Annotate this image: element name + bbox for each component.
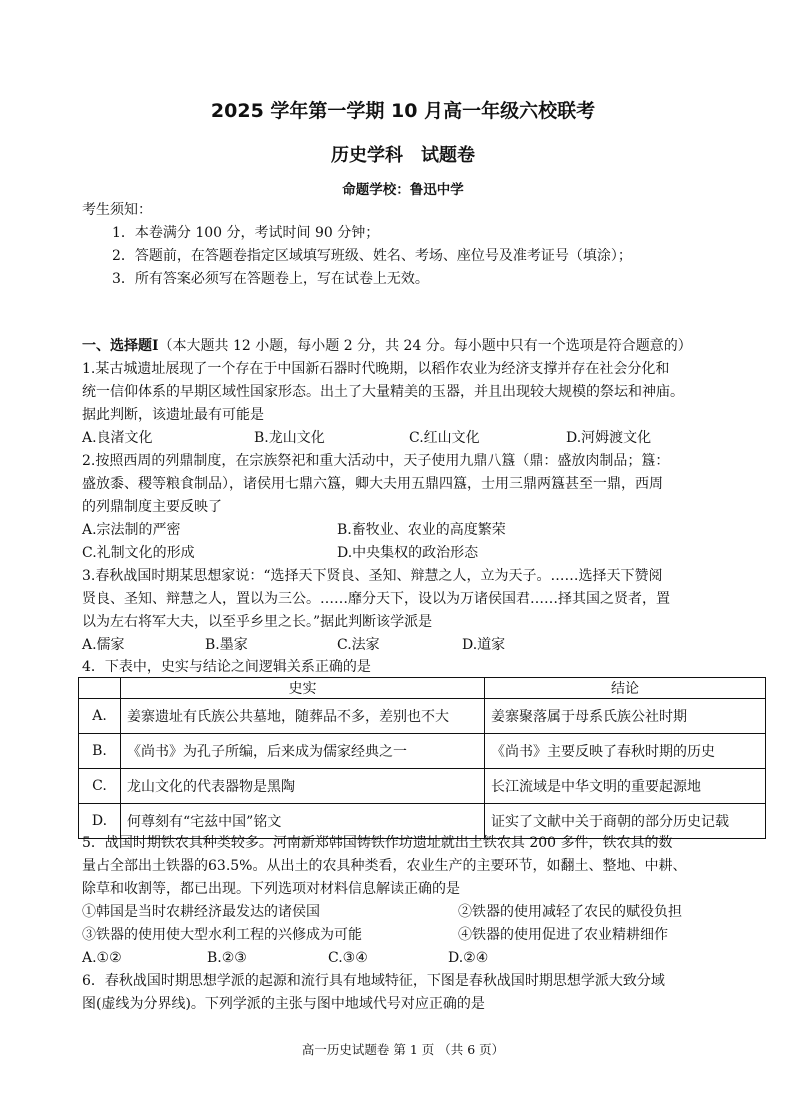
question-4-table (78, 677, 766, 839)
question-5-option-b: B.②③ (207, 950, 247, 966)
question-2-option-c: C.礼制文化的形成 (82, 545, 195, 561)
question-5-statement-3: ③铁器的使用使大型水利工程的兴修成为可能 (82, 927, 362, 943)
row-fact: 姜寨遗址有氏族公共墓地，随葬品不多，差别也不大 (121, 699, 485, 734)
question-2-line: 2.按照西周的列鼎制度，在宗族祭祀和重大活动中，天子使用九鼎八簋（鼎：盛放肉制品；簋： (82, 453, 670, 469)
table-header-row (79, 678, 766, 699)
table-row (79, 769, 766, 804)
section-note: （本大题共 12 小题，每小题 2 分，共 24 分。每小题中只有一个选项是符合题意的） (158, 338, 692, 354)
notice-heading: 考生须知： (82, 202, 152, 218)
notice-item: 2．答题前，在答题卷指定区域填写班级、姓名、考场、座位号及准考证号（填涂）； (112, 248, 632, 264)
question-2-line: 盛放黍、稷等粮食制品），诸侯用七鼎六簋，卿大夫用五鼎四簋，士用三鼎两簋甚至一鼎，西周 (82, 476, 663, 492)
setter-school: 命题学校：鲁迅中学 (342, 182, 464, 198)
question-4-stem: 4．下表中，史实与结论之间逻辑关系正确的是 (82, 659, 371, 675)
row-label: D. (79, 804, 121, 839)
row-conclusion: 《尚书》主要反映了春秋时期的历史 (485, 734, 766, 769)
question-2-line: 的列鼎制度主要反映了 (82, 499, 222, 515)
question-5-statement-4: ④铁器的使用促进了农业精耕细作 (458, 927, 668, 943)
question-2-option-a: A.宗法制的严密 (82, 522, 181, 538)
row-fact: 何尊刻有“宅兹中国”铭文 (121, 804, 485, 839)
notice-item: 1．本卷满分 100 分，考试时间 90 分钟； (112, 225, 380, 241)
row-label: B. (79, 734, 121, 769)
question-5-line: 量占全部出土铁器的63.5%。从出土的农具种类看，农业生产的主要环节，如翻土、整地、中耕、 (82, 858, 687, 874)
table-header-fact: 史实 (121, 678, 485, 699)
question-5-option-a: A.①② (82, 950, 122, 966)
question-1-option-c: C.红山文化 (409, 430, 480, 446)
question-5-statement-2: ②铁器的使用减轻了农民的赋役负担 (458, 904, 682, 920)
question-3-option-d: D.道家 (462, 637, 506, 653)
exam-title: 2025 学年第一学期 10 月高一年级六校联考 (210, 100, 596, 122)
row-label: C. (79, 769, 121, 804)
question-2-option-b: B.畜牧业、农业的高度繁荣 (337, 522, 506, 538)
row-fact: 《尚书》为孔子所编，后来成为儒家经典之一 (121, 734, 485, 769)
question-1-option-a: A.良渚文化 (82, 430, 153, 446)
table-row (79, 734, 766, 769)
row-conclusion: 证实了文献中关于商朝的部分历史记载 (485, 804, 766, 839)
row-conclusion: 长江流域是中华文明的重要起源地 (485, 769, 766, 804)
subject-title: 历史学科 试题卷 (331, 145, 475, 166)
table-row (79, 699, 766, 734)
question-1-option-d: D.河姆渡文化 (566, 430, 652, 446)
question-5-statement-1: ①韩国是当时农耕经济最发达的诸侯国 (82, 904, 320, 920)
section-heading (82, 335, 692, 357)
question-3-line: 3.春秋战国时期某思想家说：“选择天下贤良、圣知、辩慧之人，立为天子。……选择天下赞阅 (82, 568, 663, 584)
question-3-line: 贤良、圣知、辩慧之人，置以为三公。……靡分天下，设以为万诸侯国君……择其国之贤者，置 (82, 591, 670, 607)
question-1-line: 统一信仰体系的早期区域性国家形态。出土了大量精美的玉器，并且出现较大规模的祭坛和神庙。 (82, 384, 684, 400)
question-3-option-b: B.墨家 (205, 637, 248, 653)
question-6-line: 图(虚线为分界线)。下列学派的主张与图中地域代号对应正确的是 (82, 996, 485, 1012)
question-5-line: 除草和收割等，都已出现。下列选项对材料信息解读正确的是 (82, 881, 460, 897)
question-3-option-a: A.儒家 (82, 637, 125, 653)
question-1-line: 1.某古城遗址展现了一个存在于中国新石器时代晚期，以稻作农业为经济支撑并存在社会分化和 (82, 361, 670, 377)
question-5-line: 5．战国时期铁农具种类较多。河南新郑韩国铸铁作坊遗址就出土铁农具 200 多件，铁农具的数 (82, 835, 673, 851)
page-footer: 高一历史试题卷 第 1 页 （共 6 页） (301, 1042, 505, 1057)
question-3-option-c: C.法家 (337, 637, 380, 653)
table-header-blank (79, 678, 121, 699)
question-5-option-c: C.③④ (328, 950, 368, 966)
row-fact: 龙山文化的代表器物是黑陶 (121, 769, 485, 804)
question-6-line: 6．春秋战国时期思想学派的起源和流行具有地域特征，下图是春秋战国时期思想学派大致分域 (82, 973, 665, 989)
question-1-line: 据此判断，该遗址最有可能是 (82, 407, 264, 423)
question-1-option-b: B.龙山文化 (254, 430, 325, 446)
row-label: A. (79, 699, 121, 734)
row-conclusion: 姜寨聚落属于母系氏族公社时期 (485, 699, 766, 734)
table-header-conclusion: 结论 (485, 678, 766, 699)
question-2-option-d: D.中央集权的政治形态 (337, 545, 479, 561)
question-5-option-d: D.②④ (448, 950, 489, 966)
notice-item: 3．所有答案必须写在答题卷上，写在试卷上无效。 (112, 271, 429, 287)
question-3-line: 以为左右将军大夫，以至乎乡里之长。”据此判断该学派是 (82, 614, 433, 630)
section-title: 一、选择题Ⅰ (82, 338, 159, 354)
